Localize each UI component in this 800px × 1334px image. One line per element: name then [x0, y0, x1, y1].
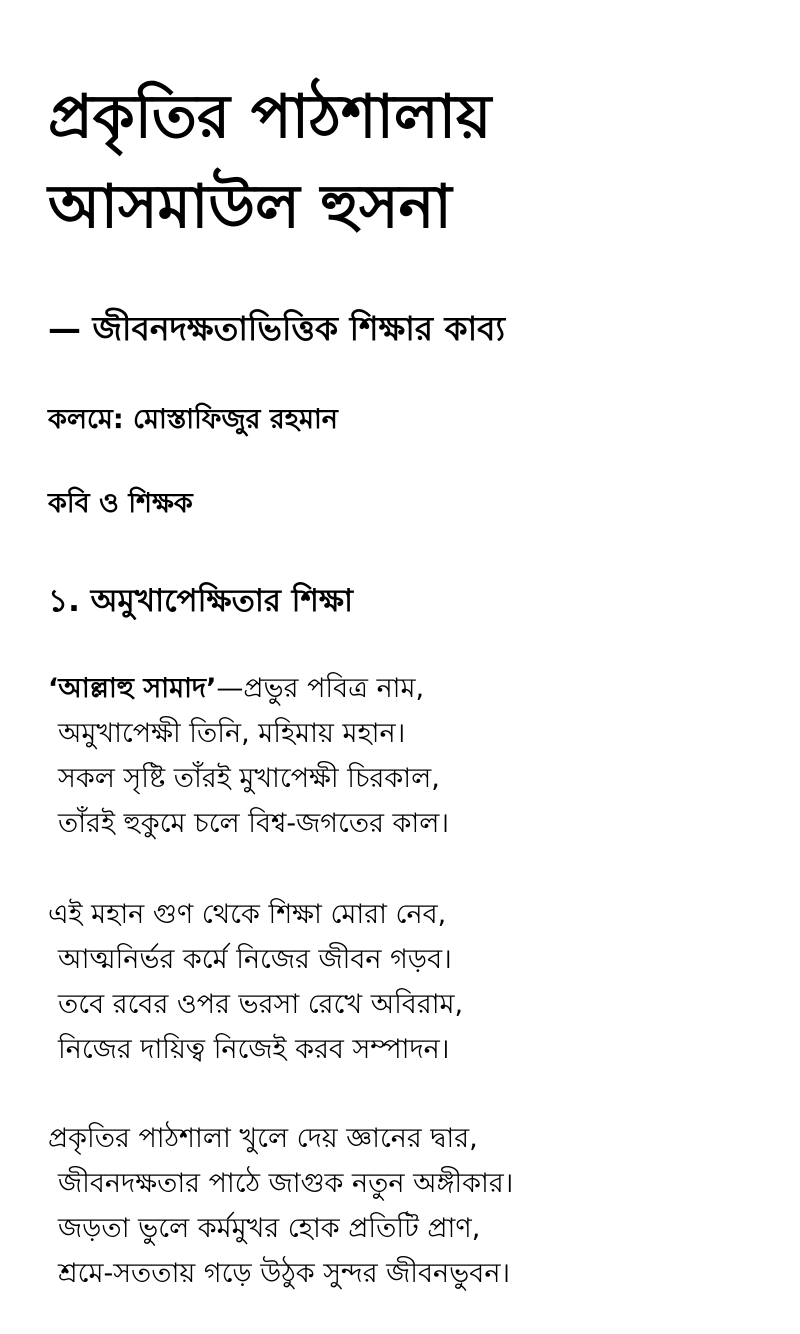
stanza-3 [48, 1116, 788, 1296]
poem-line-text: —প্রভুর পবিত্র নাম, [216, 673, 425, 704]
poem-line: জড়তা ভুলে কর্মমুখর হোক প্রতিটি প্রাণ, [58, 1213, 481, 1244]
stanza-1 [48, 666, 788, 846]
poem-line: এই মহান গুণ থেকে শিক্ষা মোরা নেব, [48, 899, 447, 930]
stanza-2 [48, 892, 788, 1072]
page-title [48, 72, 778, 252]
poem-line: প্রকৃতির পাঠশালা খুলে দেয় জ্ঞানের দ্বার, [48, 1123, 478, 1154]
poem-line: আত্মনির্ভর কর্মে নিজের জীবন গড়ব। [58, 944, 452, 975]
poem-line: তাঁরই হুকুমে চলে বিশ্ব-জগতের কাল। [58, 808, 450, 839]
divine-name-emphasis: ‘আল্লাহু সামাদ’ [48, 673, 217, 704]
author-byline: কলমে: মোস্তাফিজুর রহমান [48, 404, 338, 435]
poem-line: অমুখাপেক্ষী তিনি, মহিমায় মহান। [58, 718, 406, 749]
poem-line: সকল সৃষ্টি তাঁরই মুখাপেক্ষী চিরকাল, [58, 763, 440, 794]
poem-line: শ্রমে-সততায় গড়ে উঠুক সুন্দর জীবনভুবন। [58, 1258, 511, 1289]
section-heading: ১. অমুখাপেক্ষিতার শিক্ষা [48, 583, 353, 619]
author-role: কবি ও শিক্ষক [48, 488, 193, 519]
poem-line: নিজের দায়িত্ব নিজেই করব সম্পাদন। [58, 1034, 450, 1065]
title-line-2: আসমাউল হুসনা [48, 172, 452, 242]
title-line-1: প্রকৃতির পাঠশালায় [48, 82, 492, 152]
poem-line: তবে রবের ওপর ভরসা রেখে অবিরাম, [58, 989, 464, 1020]
poem-line [48, 666, 788, 711]
poem-line: জীবনদক্ষতার পাঠে জাগুক নতুন অঙ্গীকার। [58, 1168, 514, 1199]
subtitle: — জীবনদক্ষতাভিত্তিক শিক্ষার কাব্য [48, 309, 506, 348]
